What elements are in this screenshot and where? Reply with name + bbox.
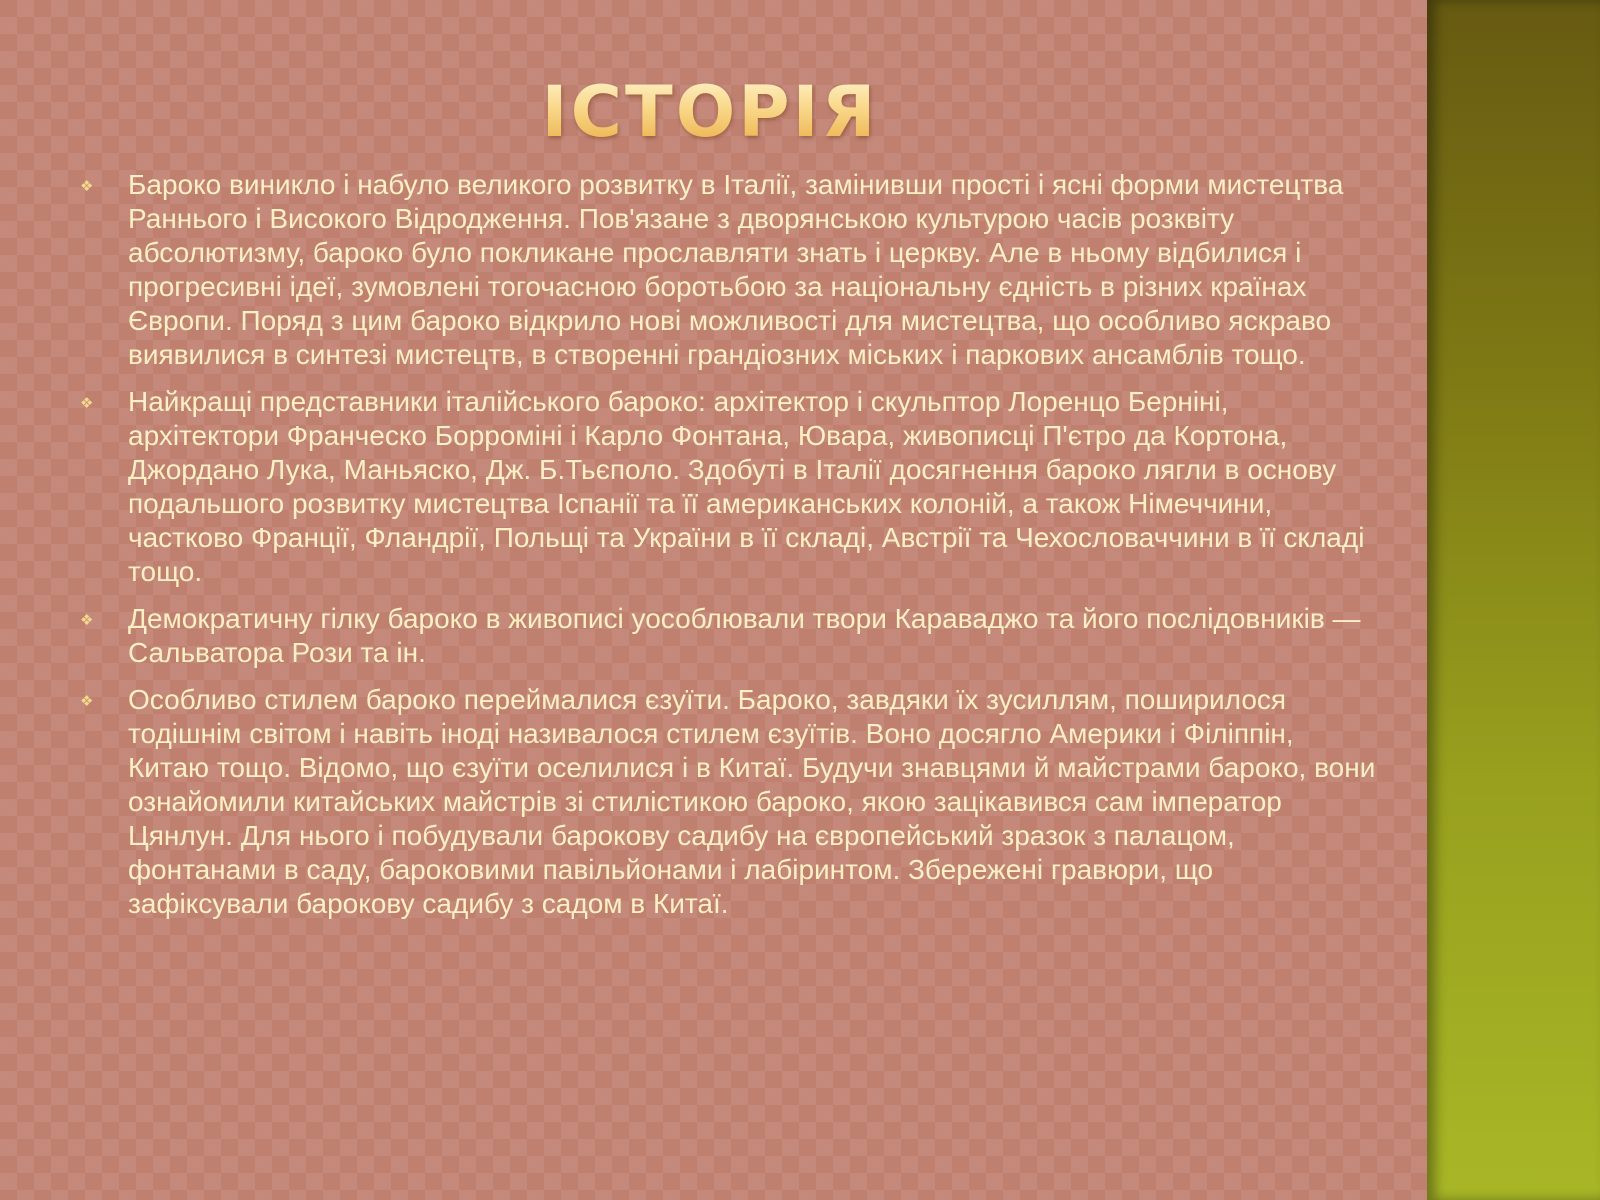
slide-title: ІСТОРІЯ xyxy=(0,70,1420,154)
four-diamond-bullet-icon: ❖ xyxy=(80,394,94,412)
bullet-item-1 xyxy=(80,168,1380,372)
four-diamond-bullet-icon: ❖ xyxy=(80,611,94,629)
bullet-item-2 xyxy=(80,385,1380,589)
bullet-text-4: Особливо стилем бароко переймалися єзуїти. Бароко, завдяки їх зусиллям, поширилося тодішнім світом і навіть іноді називалося стилем єзуїтів. Воно досягло Америки і Філіппін, Китаю тощо. Відомо, що єзуїти оселилися і в Китаї. Будучи знавцями й майстрами бароко, вони ознайомили китайських майстрів зі стилістикою бароко, якою зацікавився сам імператор Цянлун. Для нього і побудували барокову садибу на європейський зразок з палацом, фонтанами в саду, бароковими павільйонами і лабіринтом. Збережені гравюри, що зафіксували барокову садибу з садом в Китаї. xyxy=(128,684,1376,919)
bullet-text-2: Найкращі представники італійського бароко: архітектор і скульптор Лоренцо Берніні, архітектори Франческо Борроміні і Карло Фонтана, Ювара, живописці П'єтро да Кортона, Джордано Лука, Маньяско, Дж. Б.Тьєполо. Здобуті в Італії досягнення бароко лягли в основу подальшого розвитку мистецтва Іспанії та її американських колоній, а також Німеччини, частково Франції, Фландрії, Польщі та України в її складі, Австрії та Чехословаччини в її складі тощо. xyxy=(128,386,1365,587)
bullet-item-3 xyxy=(80,602,1380,670)
decorative-side-band xyxy=(1427,0,1600,1200)
bullet-item-4 xyxy=(80,683,1380,921)
bullet-text-3: Демократичну гілку бароко в живописі уособлювали твори Караваджо та його послідовників — Сальватора Рози та ін. xyxy=(128,603,1361,668)
four-diamond-bullet-icon: ❖ xyxy=(80,177,94,195)
bullet-text-1: Бароко виникло і набуло великого розвитку в Італії, замінивши прості і ясні форми мистецтва Раннього і Високого Відродження. Пов'язане з дворянською культурою часів розквіту абсолютизму, бароко було покликане прославляти знать і церкву. Але в ньому відбилися і прогресивні ідеї, зумовлені тогочасною боротьбою за національну єдність в різних країнах Європи. Поряд з цим бароко відкрило нові можливості для мистецтва, що особливо яскраво виявилися в синтезі мистецтв, в створенні грандіозних міських і паркових ансамблів тощо. xyxy=(128,169,1344,370)
four-diamond-bullet-icon: ❖ xyxy=(80,692,94,710)
bullet-list xyxy=(80,168,1380,934)
